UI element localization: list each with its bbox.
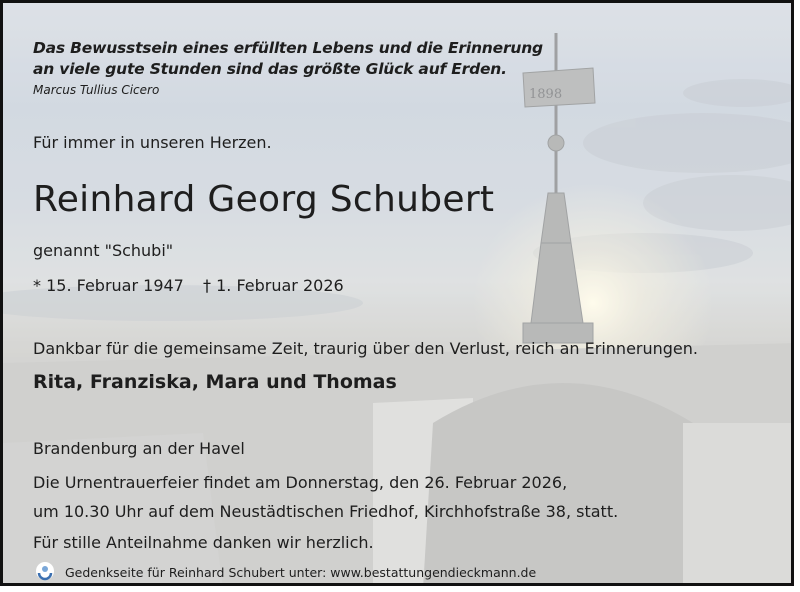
deceased-name: Reinhard Georg Schubert [33, 179, 495, 220]
memorial-logo-icon [35, 561, 55, 581]
quote-author: Marcus Tullius Cicero [33, 83, 160, 97]
birth-date: * 15. Februar 1947 [33, 276, 184, 295]
intro-text: Für immer in unseren Herzen. [33, 133, 272, 152]
ceremony-line-1: Die Urnentrauerfeier findet am Donnerstag, den 26. Februar 2026, [33, 473, 568, 492]
obituary-text [3, 3, 794, 586]
memorial-page-link[interactable]: Gedenkseite für Reinhard Schubert unter: www.bestattungendieckmann.de [65, 565, 537, 580]
ceremony-line-3: Für stille Anteilnahme danken wir herzlich. [33, 533, 374, 552]
death-date: † 1. Februar 2026 [203, 276, 344, 295]
gratitude-text: Dankbar für die gemeinsame Zeit, traurig über den Verlust, reich an Erinnerungen. [33, 339, 698, 358]
ceremony-line-2: um 10.30 Uhr auf dem Neustädtischen Friedhof, Kirchhofstraße 38, statt. [33, 502, 619, 521]
quote-line-2: an viele gute Stunden sind das größte Glück auf Erden. [33, 60, 507, 78]
family-names: Rita, Franziska, Mara und Thomas [33, 371, 397, 393]
quote-line-1: Das Bewusstsein eines erfüllten Lebens und die Erinnerung [33, 39, 543, 57]
location: Brandenburg an der Havel [33, 439, 245, 458]
nickname: genannt "Schubi" [33, 241, 174, 260]
weathervane-year: 1898 [529, 87, 563, 102]
